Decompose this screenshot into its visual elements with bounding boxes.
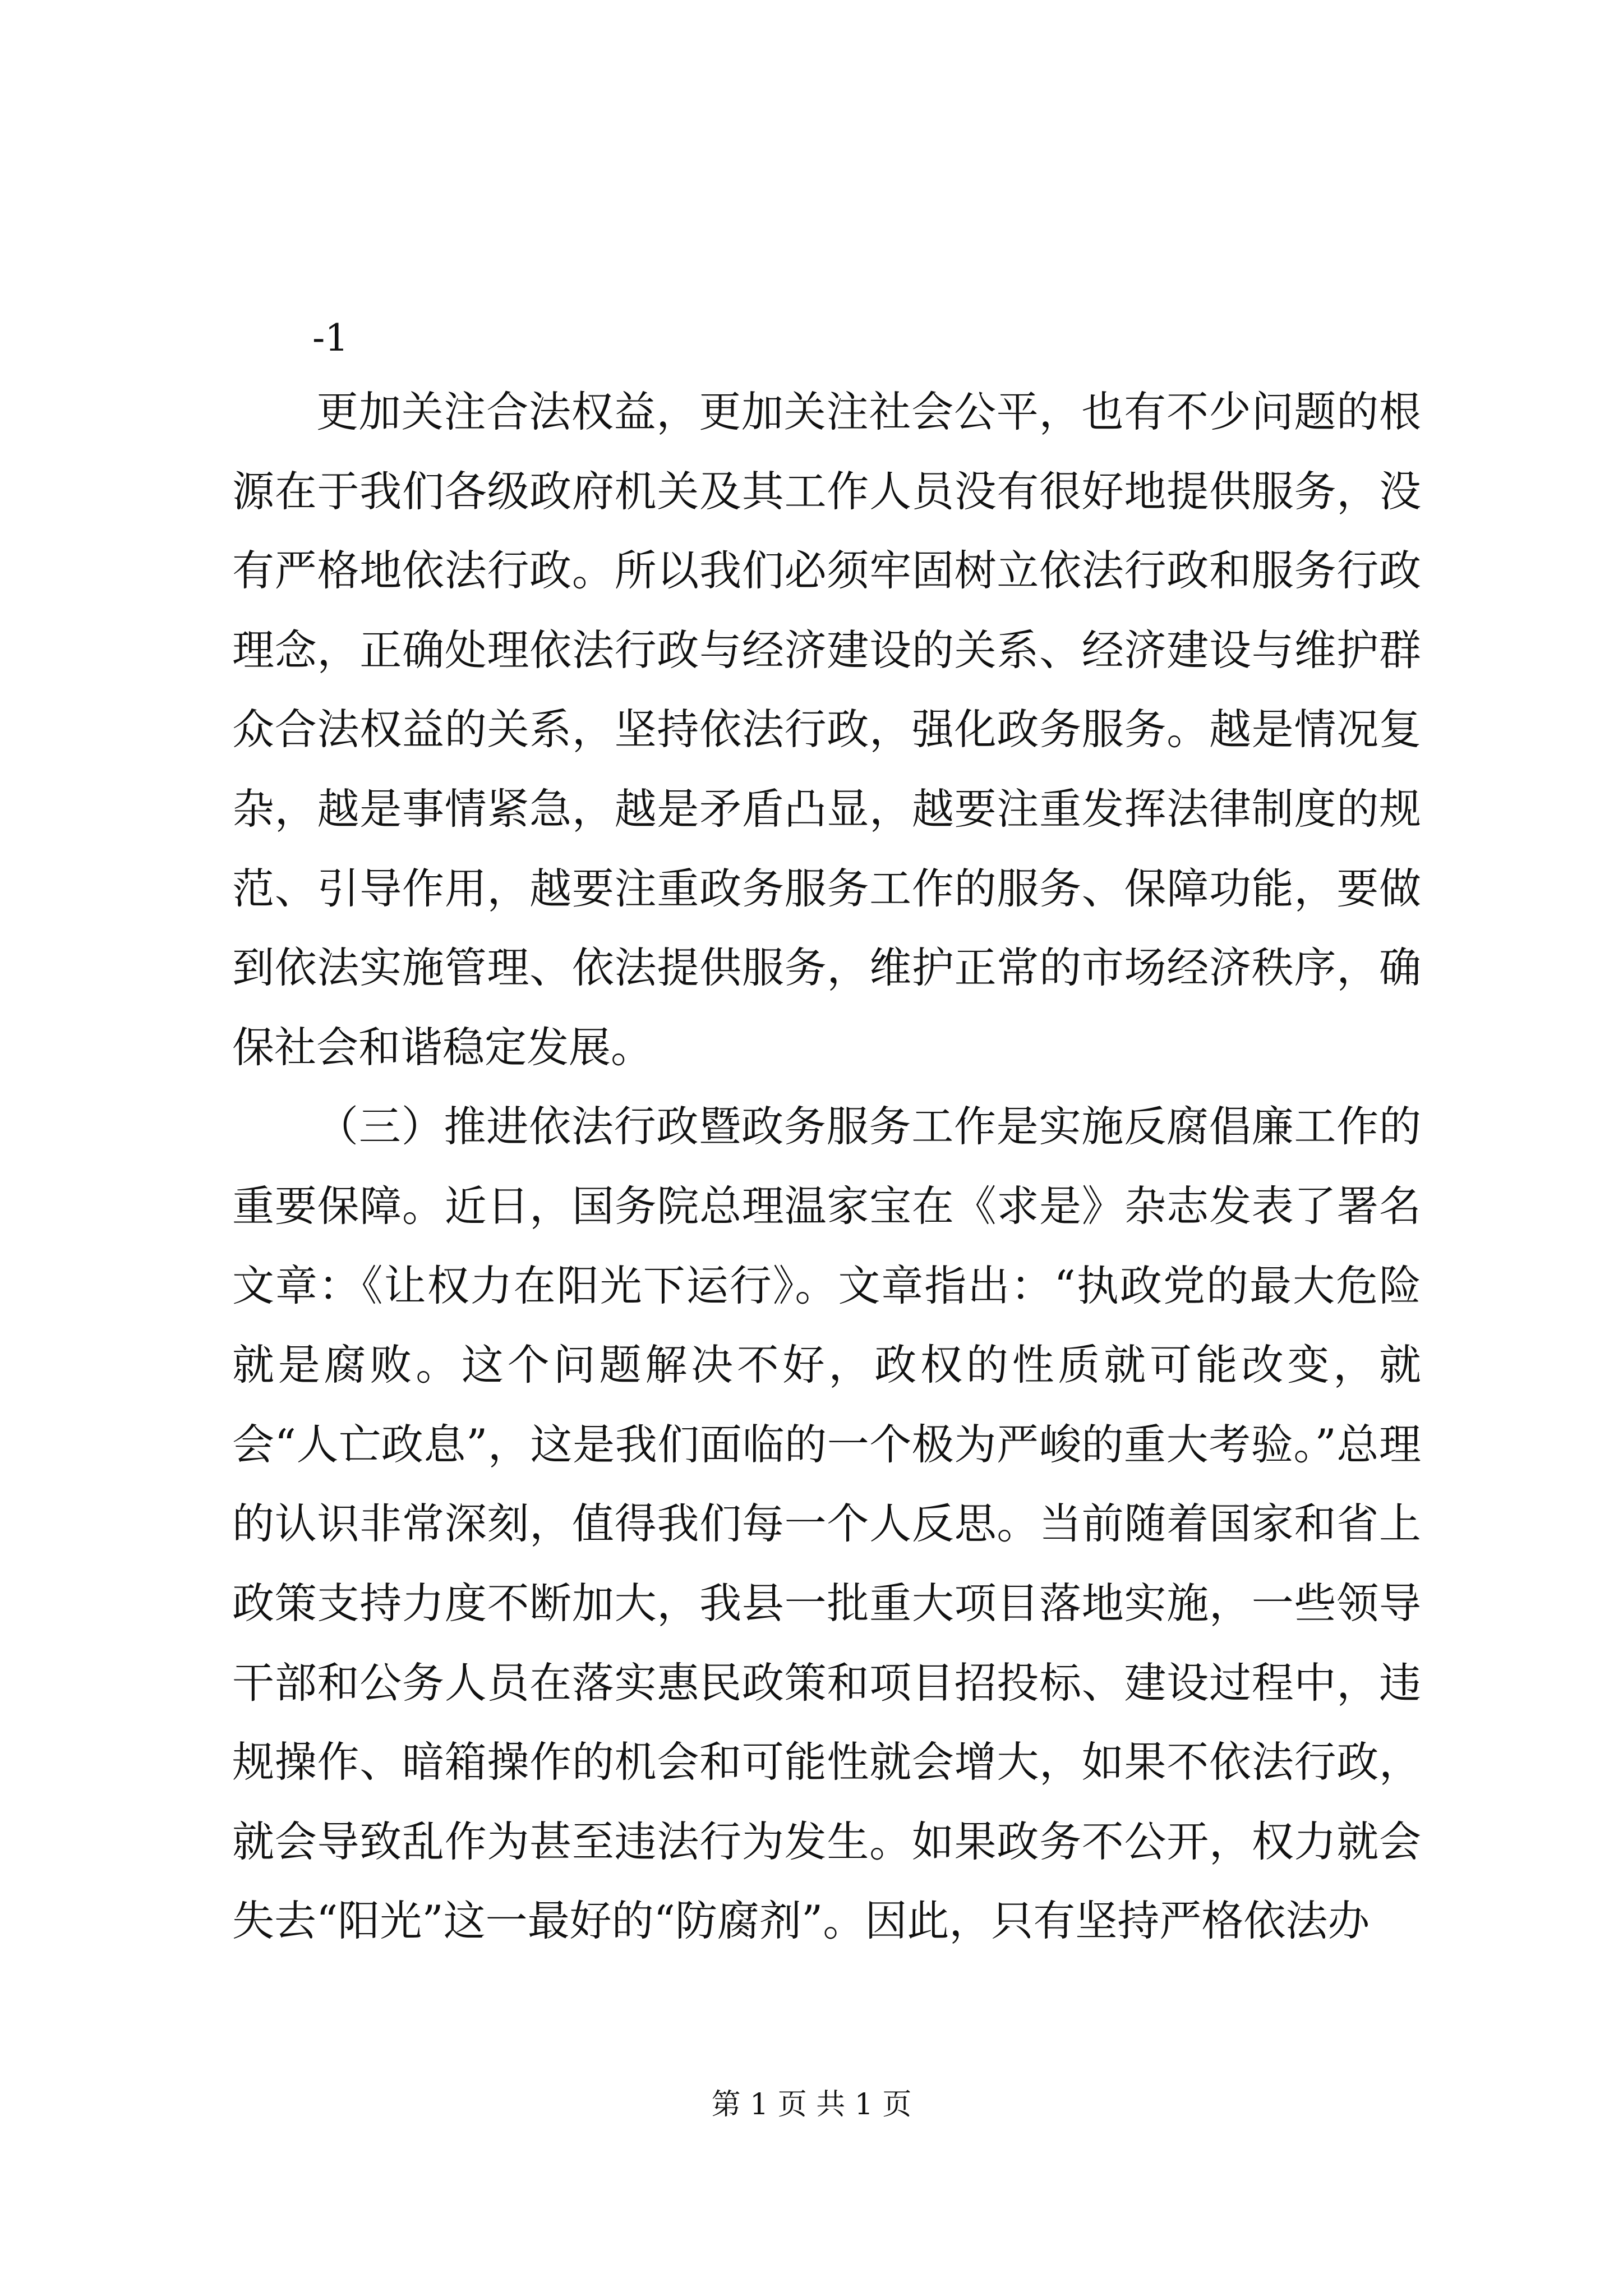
paragraph-2: （三）推进依法行政暨政务服务工作是实施反腐倡廉工作的重要保障。近日，国务院总理温家宝在《求是》杂志发表了署名文章：《让权力在阳光下运行》。文章指出：“执政党的最大危险就是腐败。这个问题解决不好，政权的性质就可能改变，就会“人亡政息”，这是我们面临的一个极为严峻的重大考验。”总理的认识非常深刻，值得我们每一个人反思。当前随着国家和省上政策支持力度不断加大，我县一批重大项目落地实施，一些领导干部和公务人员在落实惠民政策和项目招投标、建设过程中，违规操作、暗箱操作的机会和可能性就会增大，如果不依法行政，就会导致乱作为甚至违法行为发生。如果政务不公开，权力就会失去“阳光”这一最好的“防腐剂”。因此，只有坚持严格依法办 [232,1102,1421,1946]
page-footer: 第 1 页 共 1 页 [711,2088,912,2122]
section-marker: -1 [312,316,349,360]
body-text [232,372,1421,1961]
paragraph-1: 更加关注合法权益，更加关注社会公平，也有不少问题的根源在于我们各级政府机关及其工作人员没有很好地提供服务，没有严格地依法行政。所以我们必须牢固树立依法行政和服务行政理念，正确处理依法行政与经济建设的关系、经济建设与维护群众合法权益的关系，坚持依法行政，强化政务服务。越是情况复杂，越是事情紧急，越是矛盾凸显，越要注重发挥法律制度的规范、引导作用，越要注重政务服务工作的服务、保障功能，要做到依法实施管理、依法提供服务，维护正常的市场经济秩序，确保社会和谐稳定发展。 [232,387,1421,1072]
